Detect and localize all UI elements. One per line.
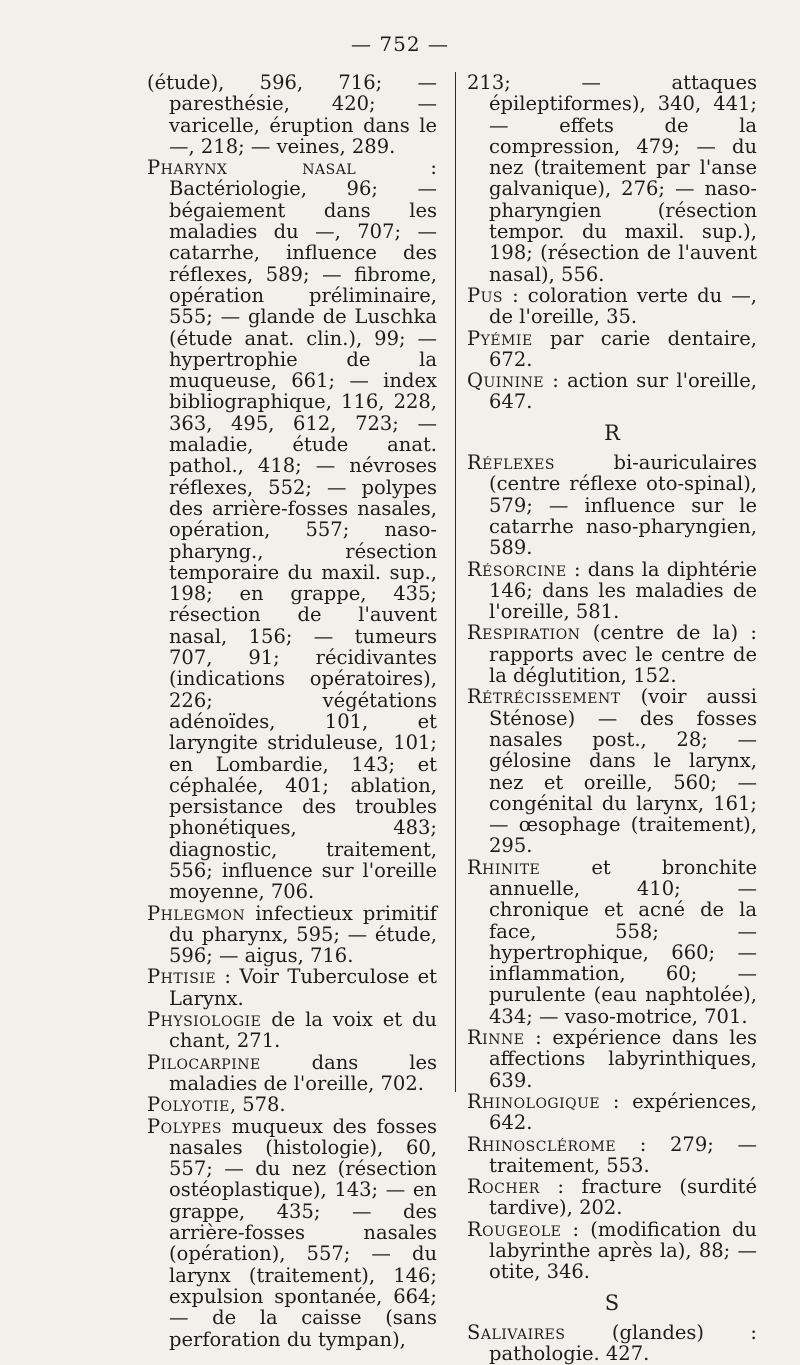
- index-entry: [467, 328, 757, 371]
- entry-heading: Respiration: [467, 621, 581, 645]
- entry-text: : Voir Tuberculose et Larynx.: [169, 965, 437, 1010]
- entry-text: 213; — attaques épileptiformes), 340, 441; — effets de la compression, 479; — du nez (traitement par l'anse galvanique), 276; — naso-pharyngien (résection tempor. du maxil. sup.), 198; (résection de l'auvent nasal), 556.: [467, 71, 757, 286]
- entry-text: : (modification du labyrinthe après la), 88; — otite, 346.: [489, 1217, 757, 1284]
- index-entry: [147, 1009, 437, 1052]
- entry-heading: Phtisie: [147, 965, 217, 989]
- entry-text: : dans la diphtérie 146; dans les maladies de l'oreille, 581.: [489, 557, 757, 624]
- entry-text: (étude), 596, 716; —paresthésie, 420; — varicelle, éruption dans le —, 218; — veines, 289.: [147, 71, 437, 158]
- entry-text: : expérience dans les affections labyrinthiques, 639.: [489, 1026, 757, 1092]
- entry-heading: Polypes: [147, 1114, 222, 1138]
- entry-text: : 279; — traitement, 553.: [489, 1132, 757, 1177]
- entry-text: , 578.: [229, 1093, 286, 1117]
- entry-heading: Rhinite: [467, 855, 541, 879]
- index-column-right: [467, 72, 757, 1365]
- entry-text: : action sur l'oreille, 647.: [489, 369, 757, 414]
- entry-text: infectieux primitif du pharynx, 595; — étude, 596; — aigus, 716.: [169, 901, 437, 968]
- entry-text: et bronchite annuelle, 410; — chronique et acné de la face, 558; — hypertrophique, 660; — inflammation, 60; — purulente (eau naphtolée), 434; — vaso-motrice, 701.: [489, 855, 757, 1028]
- index-entry: [147, 903, 437, 967]
- index-entry: [467, 452, 757, 558]
- entry-heading: Résorcine: [467, 557, 567, 581]
- entry-text: : coloration verte du —, de l'oreille, 35.: [489, 283, 757, 329]
- index-entry: [467, 622, 757, 686]
- entry-heading: Phlegmon: [147, 901, 246, 925]
- index-entry: [147, 157, 437, 902]
- entry-heading: Pharynx nasal: [147, 156, 357, 180]
- entry-heading: Quinine: [467, 369, 545, 393]
- index-entry: [467, 1091, 757, 1134]
- index-entry: [467, 1134, 757, 1177]
- index-entry: [467, 285, 757, 328]
- entry-heading: Réflexes: [467, 451, 555, 475]
- index-entry: [147, 1116, 437, 1350]
- entry-heading: Salivaires: [467, 1320, 566, 1344]
- index-entry: [467, 1322, 757, 1365]
- index-entry: [147, 966, 437, 1009]
- index-entry: [467, 686, 757, 856]
- section-letter: R: [604, 420, 620, 445]
- entry-text: de la voix et du chant, 271.: [169, 1008, 437, 1053]
- entry-text: : expériences, 642.: [489, 1089, 757, 1135]
- entry-heading: Rhinologique: [467, 1089, 601, 1113]
- index-entry: [467, 559, 757, 623]
- entry-text: (glandes) : pathologie. 427.: [489, 1320, 757, 1365]
- entry-text: muqueux des fosses nasales (histologie), 60, 557; — du nez (résection ostéoplastique), 143; — en grappe, 435; — des arrière-fosses nasales (opération), 557; — du larynx (traitement), 146; expulsion spontanée, 664; — de la caisse (sans perforation du tympan),: [169, 1114, 437, 1351]
- entry-text: bi-auriculaires (centre réflexe oto-spinal), 579; — influence sur le catarrhe naso-pharyngien, 589.: [489, 451, 757, 560]
- index-entry: [467, 1176, 757, 1219]
- entry-heading: Physiologie: [147, 1008, 262, 1032]
- column-divider: [455, 72, 456, 1092]
- entry-heading: Pyémie: [467, 326, 533, 350]
- index-entry: [147, 1052, 437, 1095]
- index-entry: [467, 857, 757, 1027]
- entry-heading: Rinne: [467, 1026, 525, 1050]
- entry-text: par carie dentaire, 672.: [489, 326, 757, 371]
- entry-text: : fracture (surdité tardive), 202.: [489, 1175, 757, 1220]
- index-column-left: [147, 72, 437, 1350]
- entry-heading: Pus: [467, 283, 504, 307]
- index-entry: [147, 1094, 437, 1115]
- entry-text: : Bactériologie, 96; — bégaiement dans les maladies du —, 707; — catarrhe, influence des réflexes, 589; — fibrome, opération préliminaire, 555; — glande de Luschka (étude anat. clin.), 99; — hypertrophie de la muqueuse, 661; — index bibliographique, 116, 228, 363, 495, 612, 723; — maladie, étude anat. pathol., 418; — névroses réflexes, 552; — polypes des arrière-fosses nasales, opération, 557; naso-pharyng., résection temporaire du maxil. sup., 198; en grappe, 435; résection de l'auvent nasal, 156; — tumeurs 707, 91; récidivantes (indications opératoires), 226; végétations adénoïdes, 101, et laryngite striduleuse, 101; en Lombardie, 143; et céphalée, 401; ablation, persistance des troubles phonétiques, 483; diagnostic, traitement, 556; influence sur l'oreille moyenne, 706.: [169, 156, 437, 904]
- entry-text: (centre de la) : rapports avec le centre de la déglutition, 152.: [489, 621, 757, 688]
- index-entry: [467, 370, 757, 413]
- index-entry: [467, 1027, 757, 1091]
- page-number: — 752 —: [351, 32, 449, 56]
- entry-heading: Rocher: [467, 1175, 540, 1199]
- entry-heading: Polyotie: [147, 1093, 230, 1117]
- entry-text: (voir aussi Sténose) — des fosses nasales post., 28; — gélosine dans le larynx, nez et oreille, 560; — congénital du larynx, 161; — œsophage (traitement), 295.: [489, 685, 757, 858]
- entry-heading: Rougeole: [467, 1217, 562, 1241]
- entry-heading: Rétrécissement: [467, 685, 621, 709]
- entry-text: dans les maladies de l'oreille, 702.: [169, 1050, 437, 1095]
- entry-heading: Pilocarpine: [147, 1050, 261, 1074]
- index-entry: [467, 72, 757, 285]
- index-entry: [467, 1219, 757, 1283]
- entry-heading: Rhinosclérome: [467, 1132, 617, 1156]
- index-entry: [147, 72, 437, 157]
- section-letter: S: [604, 1290, 620, 1315]
